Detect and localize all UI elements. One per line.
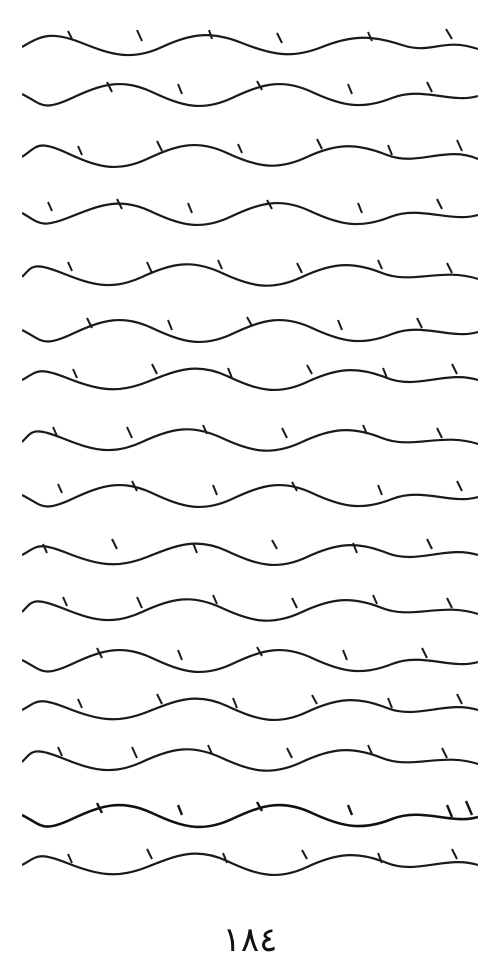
handwriting-line	[22, 74, 478, 114]
handwriting-line	[22, 310, 478, 350]
handwriting-line	[22, 845, 478, 885]
page-number: ١٨٤	[222, 920, 278, 960]
handwriting-line	[22, 135, 478, 175]
handwriting-line	[22, 195, 478, 235]
handwriting-line	[22, 475, 478, 515]
handwriting-line	[22, 590, 478, 630]
handwriting-line	[22, 690, 478, 730]
handwriting-line	[22, 640, 478, 680]
handwriting-line	[22, 535, 478, 575]
handwriting-line	[22, 420, 478, 460]
handwriting-line	[22, 255, 478, 295]
handwriting-line	[22, 740, 478, 780]
handwriting-line	[22, 25, 478, 65]
handwriting-line-emphasized	[22, 795, 478, 835]
handwriting-line	[22, 360, 478, 400]
